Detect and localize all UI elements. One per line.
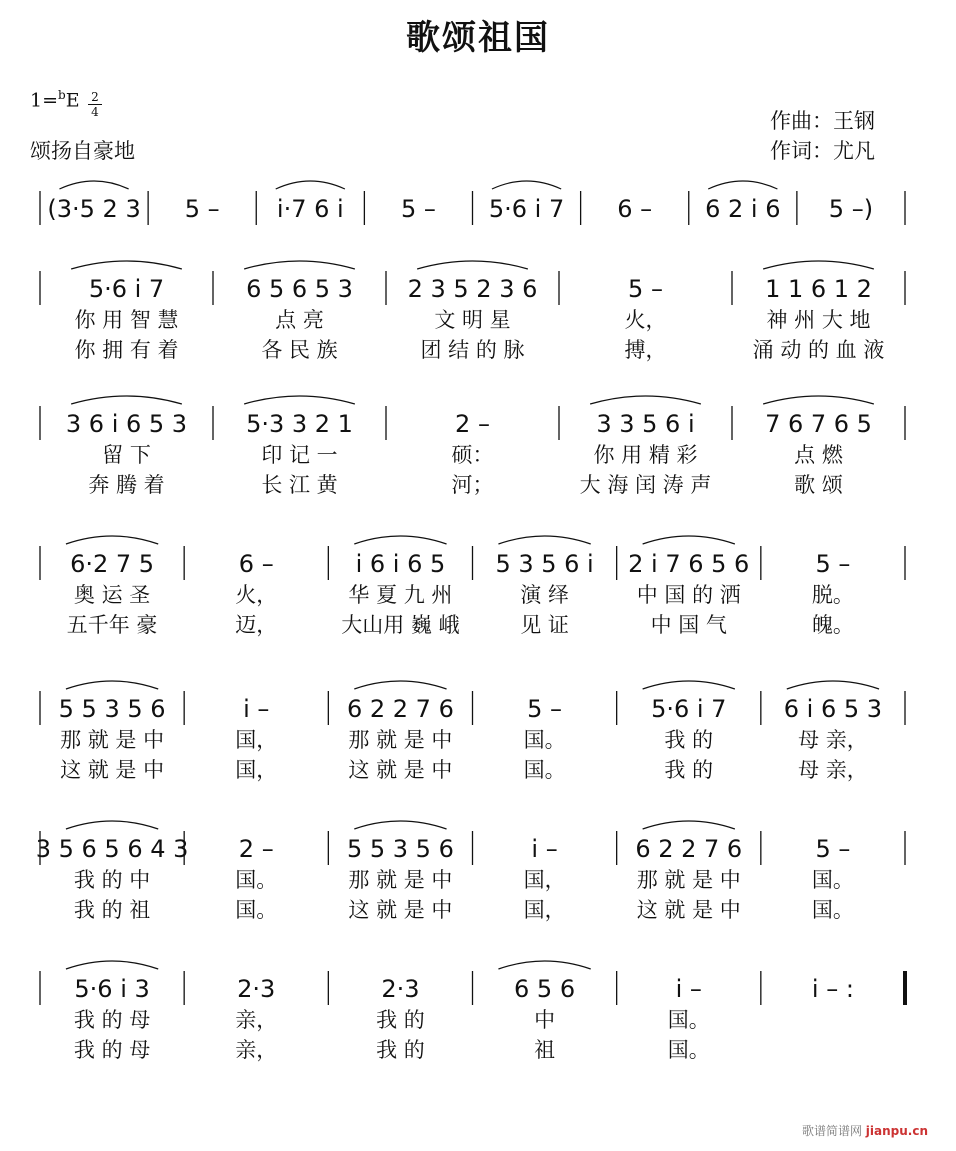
lyric-verse-1: 那 就 是 中 [348, 728, 453, 752]
slur-arc [354, 821, 446, 829]
lyric-verse-2: 中 国 气 [650, 613, 727, 637]
lyric-verse-2: 国。 [235, 898, 278, 922]
key-prefix: 1= [30, 89, 59, 112]
measure-notes: 5 – [815, 835, 851, 863]
lyric-verse-2: 这 就 是 中 [636, 898, 741, 922]
lyric-verse-2: 国， [235, 758, 278, 782]
lyric-verse-2: 大山用 巍 峨 [341, 613, 460, 637]
slur-arc [417, 261, 528, 269]
watermark [802, 1122, 928, 1139]
slur-arc [244, 396, 355, 404]
slur-arc [354, 681, 446, 689]
measure-notes: 5 3 5 6 i [495, 550, 594, 578]
measure-notes: 5 – [628, 275, 663, 303]
measure-notes: 2 – [238, 835, 274, 863]
lyric-verse-1: 国， [523, 868, 566, 892]
lyric-verse-1: 华 夏 九 州 [348, 583, 453, 607]
slur-arc [66, 536, 158, 544]
lyric-verse-2: 我 的 [376, 1038, 425, 1062]
lyric-verse-2: 涌 动 的 血 液 [752, 338, 885, 362]
time-signature-bottom: 4 [88, 104, 102, 119]
lyric-verse-1: 中 [534, 1008, 556, 1032]
lyric-verse-1: 那 就 是 中 [60, 728, 165, 752]
slur-arc [244, 261, 355, 269]
measure-notes: 6 2 2 7 6 [635, 835, 743, 863]
measure-notes: i·7 6 i [276, 195, 344, 223]
lyric-verse-2: 搏， [624, 338, 667, 362]
lyric-verse-1: 我 的 中 [73, 868, 151, 892]
lyric-verse-1: 硕： [451, 443, 494, 467]
lyric-verse-2: 这 就 是 中 [348, 758, 453, 782]
slur-arc [763, 396, 874, 404]
measure-notes: 5 – [400, 195, 436, 223]
slur-arc [643, 536, 735, 544]
slur-arc [498, 961, 590, 969]
measure-notes: 6·2 7 5 [70, 550, 155, 578]
lyric-verse-2: 我 的 祖 [73, 898, 151, 922]
measure-notes: 6 5 6 5 3 [246, 275, 353, 303]
slur-arc [276, 181, 345, 189]
tempo-marking: 颂扬自豪地 [30, 139, 135, 163]
lyric-verse-1: 文 明 星 [434, 308, 511, 332]
slur-arc [66, 961, 158, 969]
slur-arc [498, 536, 590, 544]
slur-arc [71, 396, 182, 404]
measure-notes: 2 i 7 6 5 6 [628, 550, 750, 578]
measure-notes: 3 5 6 5 6 4 3 [35, 835, 189, 863]
measure-notes: 5 –) [828, 195, 874, 223]
lyric-verse-2: 五千年 豪 [66, 613, 158, 637]
lyric-verse-2: 国。 [667, 1038, 710, 1062]
time-signature-top: 2 [91, 90, 99, 104]
measure-notes: 6 – [617, 195, 653, 223]
lyric-verse-1: 那 就 是 中 [348, 868, 453, 892]
lyric-verse-1: 母 亲， [798, 728, 868, 752]
slur-arc [354, 536, 446, 544]
measure-notes: 6 5 6 [514, 975, 576, 1003]
slur-arc [66, 681, 158, 689]
lyric-verse-2: 这 就 是 中 [60, 758, 165, 782]
lyric-verse-1: 国。 [523, 728, 566, 752]
measure-notes: i – [675, 975, 702, 1003]
lyric-verse-2: 这 就 是 中 [348, 898, 453, 922]
measure-notes: 2 3 5 2 3 6 [407, 275, 538, 303]
slur-arc [787, 681, 879, 689]
measure-notes: 1 1 6 1 2 [765, 275, 872, 303]
lyric-verse-1: 中 国 的 洒 [636, 583, 741, 607]
lyric-verse-1: 印 记 一 [261, 443, 338, 467]
lyric-verse-2: 我 的 [664, 758, 714, 782]
measure-notes: i – : [811, 975, 854, 1003]
lyric-verse-1: 我 的 [376, 1008, 425, 1032]
lyric-verse-1: 留 下 [102, 443, 151, 467]
measure-notes: 6 i 6 5 3 [783, 695, 883, 723]
measure-notes: 5 – [815, 550, 851, 578]
lyric-verse-1: 你 用 智 慧 [74, 308, 179, 332]
measure-notes: 5 5 3 5 6 [346, 835, 454, 863]
slur-arc [643, 681, 735, 689]
slur-arc [71, 261, 182, 269]
lyric-verse-1: 奥 运 圣 [73, 583, 151, 607]
measure-notes: 3 6 i 6 5 3 [65, 410, 188, 438]
slur-arc [59, 181, 128, 189]
measure-notes: 6 2 i 6 [705, 195, 781, 223]
measure-notes: 3 3 5 6 i [596, 410, 695, 438]
measure-notes: 5·6 i 7 [88, 275, 165, 303]
measure-notes: 6 – [238, 550, 274, 578]
measure-notes: i 6 i 6 5 [355, 550, 446, 578]
measure-notes: 5·3 3 2 1 [246, 410, 353, 438]
lyric-verse-2: 长 江 黄 [261, 473, 338, 497]
slur-arc [66, 821, 158, 829]
slur-arc [708, 181, 777, 189]
measure-notes: 5 – [184, 195, 220, 223]
lyric-verse-1: 点 亮 [275, 308, 324, 332]
lyric-verse-1: 那 就 是 中 [636, 868, 741, 892]
lyric-verse-1: 国。 [235, 868, 278, 892]
lyric-verse-1: 火， [235, 583, 278, 607]
measure-notes: (3·5 2 3 [47, 195, 141, 223]
lyric-verse-1: 亲， [235, 1008, 278, 1032]
measure-notes: 7 6 7 6 5 [765, 410, 872, 438]
lyric-verse-2: 歌 颂 [794, 473, 843, 497]
flat-sign: b [58, 88, 66, 102]
lyric-verse-1: 点 燃 [794, 443, 843, 467]
lyric-verse-1: 国， [235, 728, 278, 752]
measure-notes: i – [531, 835, 558, 863]
lyric-verse-1: 我 的 母 [73, 1008, 151, 1032]
lyric-verse-2: 国。 [811, 898, 854, 922]
lyric-verse-2: 迈， [235, 613, 278, 637]
watermark-text: 歌谱简谱网 [801, 1124, 862, 1138]
lyric-verse-2: 团 结 的 脉 [420, 338, 525, 362]
measure-notes: 5 5 3 5 6 [58, 695, 166, 723]
measure-notes: 2·3 [237, 975, 276, 1003]
slur-arc [590, 396, 701, 404]
measure-notes: 5·6 i 7 [488, 195, 565, 223]
measure-notes: 5 – [527, 695, 563, 723]
slur-arc [492, 181, 561, 189]
lyric-verse-2: 奔 腾 着 [88, 473, 165, 497]
measure-notes: 2·3 [381, 975, 420, 1003]
measure-notes: 6 2 2 7 6 [346, 695, 454, 723]
lyric-verse-2: 我 的 母 [73, 1038, 151, 1062]
measure-notes: 5·6 i 3 [74, 975, 150, 1003]
lyric-verse-1: 你 用 精 彩 [593, 443, 698, 467]
lyric-verse-2: 河； [451, 473, 494, 497]
lyric-verse-1: 国。 [811, 868, 854, 892]
lyric-verse-1: 演 绎 [520, 583, 569, 607]
lyric-verse-2: 你 拥 有 着 [74, 338, 179, 362]
measure-notes: 2 – [455, 410, 490, 438]
lyric-verse-1: 神 州 大 地 [766, 308, 871, 332]
lyric-verse-1: 国。 [667, 1008, 710, 1032]
lyric-verse-2: 亲， [235, 1038, 278, 1062]
lyric-verse-1: 火， [624, 308, 667, 332]
slur-arc [643, 821, 735, 829]
lyric-verse-2: 各 民 族 [261, 338, 338, 362]
lyric-verse-2: 国。 [523, 758, 566, 782]
lyric-verse-2: 大 海 闰 涛 声 [579, 473, 712, 497]
lyric-verse-2: 祖 [534, 1038, 556, 1062]
lyric-verse-2: 见 证 [520, 613, 569, 637]
slur-arc [763, 261, 874, 269]
measure-notes: 5·6 i 7 [651, 695, 727, 723]
lyric-verse-2: 母 亲， [798, 758, 868, 782]
lyricist-credit: 作词：尤凡 [770, 139, 875, 163]
watermark-site: jianpu.cn [865, 1124, 928, 1138]
song-title: 歌颂祖国 [406, 18, 550, 58]
lyric-verse-1: 我 的 [664, 728, 714, 752]
key-note: E [65, 89, 80, 112]
lyric-verse-2: 国， [523, 898, 566, 922]
measure-notes: i – [243, 695, 270, 723]
lyric-verse-1: 脱。 [811, 583, 854, 607]
lyric-verse-2: 魄。 [811, 613, 854, 637]
composer-credit: 作曲：王钢 [770, 109, 875, 133]
